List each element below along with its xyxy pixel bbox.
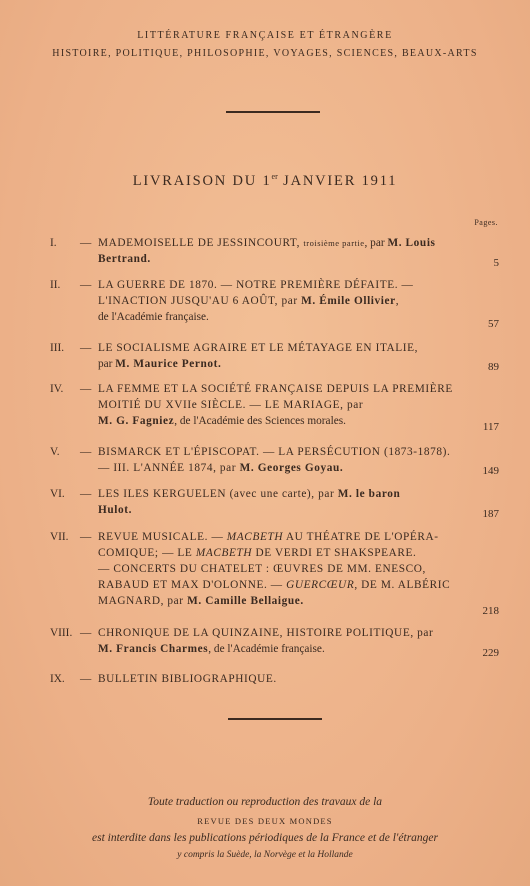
entry-dash: —	[80, 342, 92, 354]
entry-number: IV.	[50, 383, 64, 395]
entry-number: II.	[50, 279, 61, 291]
entry-number: VI.	[50, 488, 65, 500]
entry-dash: —	[80, 446, 92, 458]
entry-dash: —	[80, 531, 92, 543]
entry-number: VIII.	[50, 627, 73, 639]
entry-dash: —	[80, 383, 92, 395]
entry-text: MADEMOISELLE DE JESSINCOURT, troisième partie, par M. Louis Bertrand.	[98, 237, 436, 265]
top-divider	[226, 111, 320, 113]
entry-dash: —	[80, 237, 92, 249]
entry-text: REVUE MUSICALE. — MACBETH AU THÉATRE DE L'OPÉRA- COMIQUE; — LE MACBETH DE VERDI ET SHAKSPEARE. — CONCERTS DU CHATELET : ŒUVRES DE MM. ENESCO, RABAUD ET MAX D'OLONNE. — GUERCŒUR, DE M. ALBÉRIC MAGNARD, par M. Camille Bellaigue.	[98, 531, 451, 607]
entry-number: IX.	[50, 673, 65, 685]
entry-text: CHRONIQUE DE LA QUINZAINE, HISTOIRE POLITIQUE, par M. Francis Charmes, de l'Académie française.	[98, 627, 434, 655]
entry-page: 57	[488, 318, 499, 330]
entry-dash: —	[80, 627, 92, 639]
entry-page: 229	[482, 647, 499, 659]
entry-text: BULLETIN BIBLIOGRAPHIQUE.	[98, 673, 277, 685]
notice-line-2: REVUE DES DEUX MONDES	[197, 816, 333, 826]
entry-page: 218	[482, 605, 499, 617]
notice-line-3: est interdite dans les publications périodiques de la France et de l'étranger	[91, 832, 439, 844]
entry-dash: —	[80, 488, 92, 500]
entry-page: 5	[493, 257, 499, 269]
bottom-divider	[228, 718, 322, 720]
entry-page: 149	[482, 465, 499, 477]
entry-text: BISMARCK ET L'ÉPISCOPAT. — LA PERSÉCUTION (1873-1878). — III. L'ANNÉE 1874, par M. Georges Goyau.	[98, 446, 451, 474]
entry-text: LE SOCIALISME AGRAIRE ET LE MÉTAYAGE EN ITALIE, par M. Maurice Pernot.	[98, 342, 419, 370]
entry-page: 117	[482, 421, 499, 433]
notice-line-1: Toute traduction ou reproduction des travaux de la	[147, 796, 383, 808]
entry-text: LES ILES KERGUELEN (avec une carte), par M. le baron Hulot.	[98, 488, 401, 516]
header-line-1: LITTÉRATURE FRANÇAISE ET ÉTRANGÈRE	[137, 30, 393, 41]
entry-dash: —	[80, 279, 92, 291]
entry-page: 89	[488, 361, 499, 373]
entry-number: VII.	[50, 531, 69, 543]
notice-line-4: y compris la Suède, la Norvège et la Hollande	[177, 850, 353, 860]
entry-number: V.	[50, 446, 60, 458]
entry-text: LA GUERRE DE 1870. — NOTRE PREMIÈRE DÉFAITE. — L'INACTION JUSQU'AU 6 AOÛT, par M. Émile Ollivier, de l'Académie française.	[98, 279, 414, 323]
issue-title: LIVRAISON DU 1er JANVIER 1911	[132, 172, 398, 189]
header-line-2: HISTOIRE, POLITIQUE, PHILOSOPHIE, VOYAGES, SCIENCES, BEAUX-ARTS	[52, 48, 478, 59]
entry-text: LA FEMME ET LA SOCIÉTÉ FRANÇAISE DEPUIS LA PREMIÈRE MOITIÉ DU XVIIe SIÈCLE. — LE MARIAGE, par M. G. Fagniez, de l'Académie des Sciences morales.	[98, 383, 453, 427]
entry-number: III.	[50, 342, 65, 354]
entry-number: I.	[50, 237, 57, 249]
entry-page: 187	[482, 508, 499, 520]
entry-dash: —	[80, 673, 92, 685]
pages-column-label: Pages.	[474, 218, 498, 227]
